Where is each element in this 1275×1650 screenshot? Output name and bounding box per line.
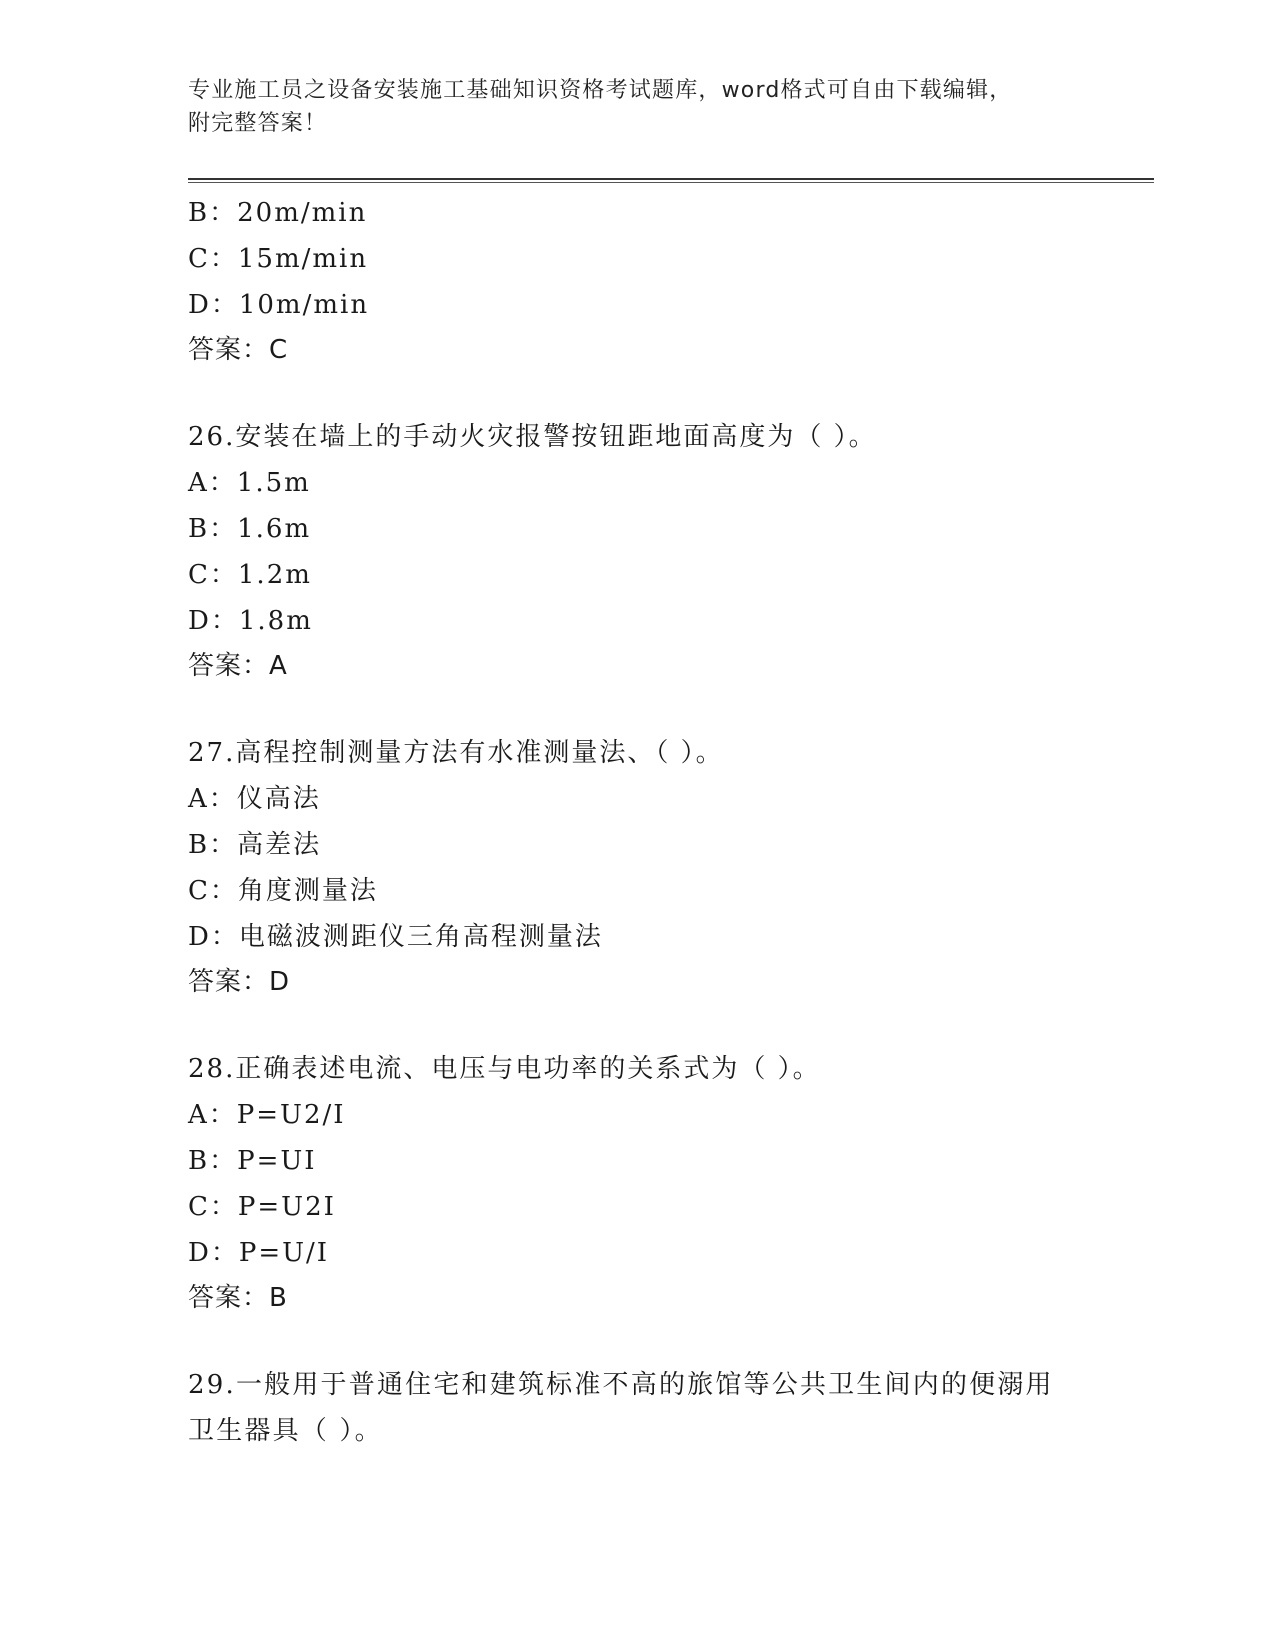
spacer: [188, 1004, 1088, 1046]
option-c: C：P=U2I: [188, 1192, 336, 1222]
option-a: A：P=U2/I: [188, 1100, 346, 1130]
question-stem: 27.高程控制测量方法有水准测量法、（ ）。: [188, 738, 724, 768]
header-title-line-2: 附完整答案！: [188, 111, 328, 136]
question-28: [188, 1046, 1088, 1320]
answer-line: 答案：B: [188, 1283, 288, 1313]
question-stem: 26.安装在墙上的手动火灾报警按钮距地面高度为（ ）。: [188, 422, 877, 452]
option-b: B：20m/min: [188, 198, 368, 228]
option-d: D：电磁波测距仪三角高程测量法: [188, 922, 603, 952]
header-divider-thin: [188, 182, 1154, 183]
option-d: D：10m/min: [188, 290, 370, 320]
question-list: [188, 190, 1088, 1454]
header-divider-thick: [188, 178, 1154, 180]
spacer: [188, 1320, 1088, 1362]
question-stem: 29.一般用于普通住宅和建筑标准不高的旅馆等公共卫生间内的便溺用卫生器具（ ）。: [188, 1370, 1054, 1446]
spacer: [188, 688, 1088, 730]
question-stem: 28.正确表述电流、电压与电功率的关系式为（ ）。: [188, 1054, 821, 1084]
answer-line: 答案：A: [188, 651, 288, 681]
option-b: B：P=UI: [188, 1146, 317, 1176]
option-c: C：1.2m: [188, 560, 312, 590]
question-27: [188, 730, 1088, 1004]
option-a: A：1.5m: [188, 468, 311, 498]
option-a: A：仪高法: [188, 784, 321, 814]
option-d: D：P=U/I: [188, 1238, 330, 1268]
option-c: C：角度测量法: [188, 876, 378, 906]
option-d: D：1.8m: [188, 606, 313, 636]
option-b: B：1.6m: [188, 514, 312, 544]
question-29: [188, 1362, 1088, 1454]
document-header: [188, 74, 1088, 140]
question-25-tail: [188, 190, 1088, 372]
option-c: C：15m/min: [188, 244, 369, 274]
question-26: [188, 414, 1088, 688]
spacer: [188, 372, 1088, 414]
header-title-line-1: 专业施工员之设备安装施工基础知识资格考试题库，word格式可自由下载编辑，: [188, 78, 1013, 103]
option-b: B：高差法: [188, 830, 322, 860]
answer-line: 答案：D: [188, 967, 291, 997]
answer-line: 答案：C: [188, 335, 289, 365]
